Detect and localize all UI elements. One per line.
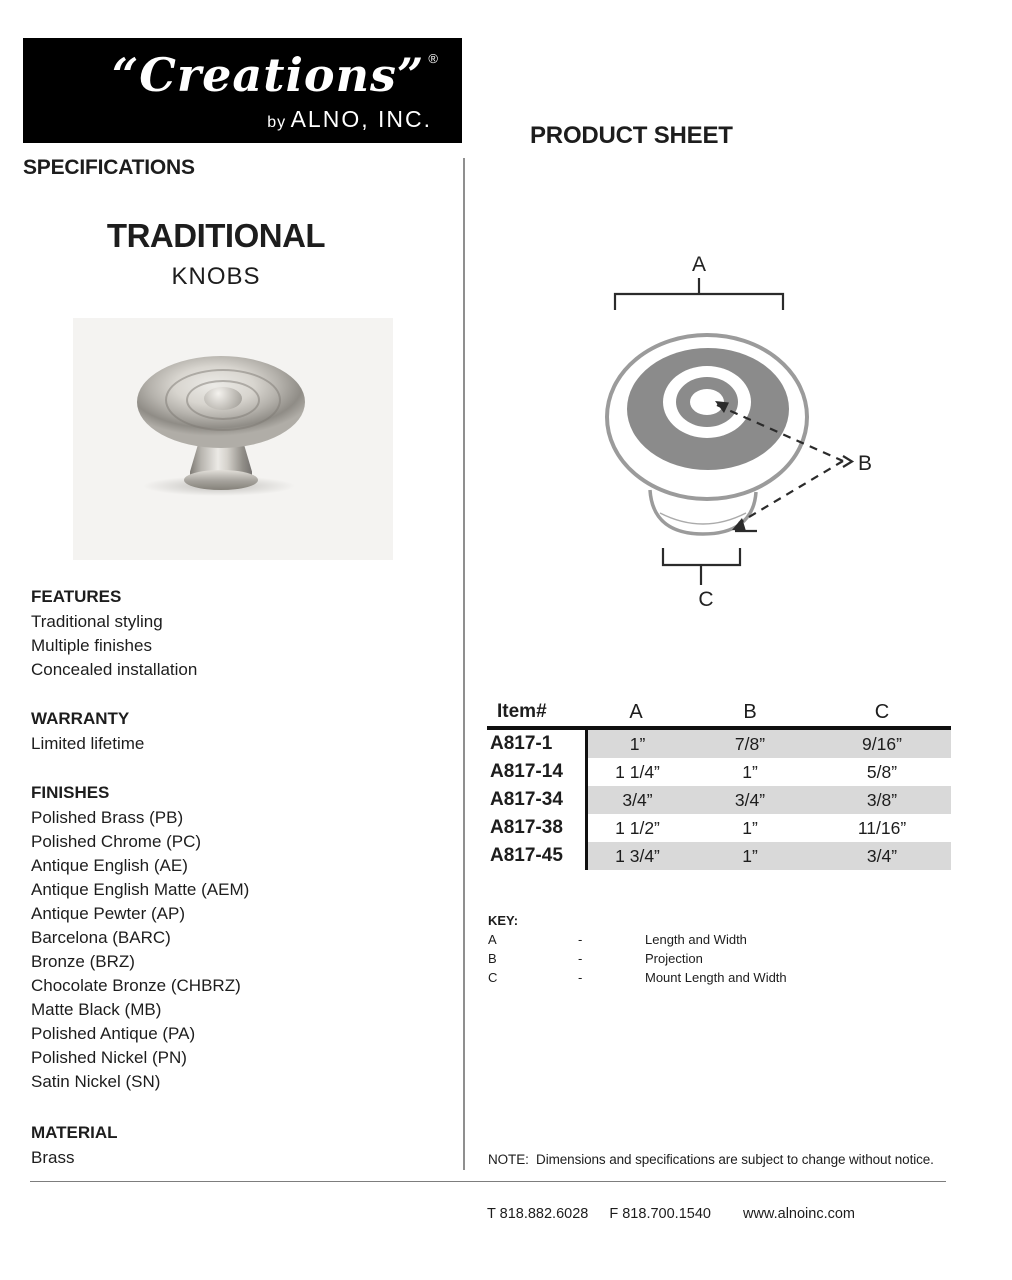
knob-base [184, 470, 258, 490]
cell-dim-b: 1” [742, 818, 758, 838]
finish-item: Antique Pewter (AP) [31, 904, 186, 923]
footer-contact [487, 1206, 855, 1222]
table-row [487, 758, 951, 786]
byline-by: by [267, 114, 287, 131]
cell-dim-c: 3/8” [813, 786, 951, 814]
finish-item: Polished Chrome (PC) [31, 832, 202, 851]
finish-item: Antique English (AE) [31, 856, 188, 875]
cell-dim-c: 11/16” [857, 818, 907, 838]
cell-dim-c: 5/8” [866, 762, 898, 782]
key-separator: - [578, 951, 583, 966]
cell-dim-a: 1” [585, 730, 687, 758]
size-table-body [487, 730, 951, 870]
cell-item-number: A817-45 [490, 845, 563, 866]
dimension-key [488, 912, 948, 987]
key-entries [488, 930, 948, 987]
key-separator: - [578, 932, 583, 947]
dimension-diagram [555, 250, 985, 615]
specifications-label: SPECIFICATIONS [23, 156, 195, 179]
cell-dim-a: 1 3/4” [585, 842, 687, 870]
warranty-heading: WARRANTY [31, 709, 130, 728]
feature-item: Concealed installation [31, 660, 198, 679]
footer-fax: F 818.700.1540 [609, 1206, 711, 1222]
size-table-header [487, 700, 951, 730]
finish-item: Polished Antique (PA) [31, 1024, 196, 1043]
key-separator: - [578, 970, 583, 985]
table-row [487, 786, 951, 814]
material-text: Brass [31, 1148, 75, 1167]
cell-dim-a: 1 1/2” [585, 814, 687, 842]
features-heading: FEATURES [31, 587, 122, 606]
feature-item: Multiple finishes [31, 636, 152, 655]
finishes-heading: FINISHES [31, 783, 110, 802]
key-description: Length and Width [645, 932, 747, 947]
cell-dim-c: 9/16” [813, 730, 951, 758]
table-row [487, 814, 951, 842]
key-row [488, 949, 948, 968]
dimension-c-bracket [663, 548, 740, 565]
dimension-a-label: A [691, 253, 707, 276]
cell-dim-b: 7/8” [687, 730, 813, 758]
key-description: Projection [645, 951, 703, 966]
cell-dim-a: 3/4” [585, 786, 687, 814]
knob-center-boss [204, 387, 242, 410]
brand-script-text: “Creations” [111, 48, 425, 102]
key-heading: KEY: [488, 913, 519, 928]
brand-logo [23, 38, 462, 143]
finish-item: Barcelona (BARC) [31, 928, 171, 947]
finishes-list [31, 806, 451, 1094]
table-row [487, 730, 951, 758]
brand-name [112, 48, 438, 102]
finish-item: Antique English Matte (AEM) [31, 880, 250, 899]
product-subtitle: KNOBS [171, 263, 261, 290]
product-sheet-label: PRODUCT SHEET [530, 122, 733, 149]
key-letter: C [488, 970, 498, 985]
dimension-c-label: C [698, 588, 714, 611]
byline-company: ALNO, INC. [290, 106, 432, 132]
cell-item-number: A817-38 [490, 817, 563, 838]
feature-item: Traditional styling [31, 612, 163, 631]
size-table [487, 700, 951, 870]
column-divider [463, 158, 465, 1170]
cell-dim-c: 3/4” [813, 842, 951, 870]
table-row [487, 842, 951, 870]
footer-phone: T 818.882.6028 [487, 1206, 589, 1222]
knob-cap [137, 356, 305, 448]
key-row [488, 930, 948, 949]
features-list [31, 610, 451, 682]
key-description: Mount Length and Width [645, 970, 787, 985]
dimension-b-chevron [843, 456, 852, 467]
product-title: TRADITIONAL [106, 217, 326, 254]
material-heading: MATERIAL [31, 1123, 118, 1142]
cell-dim-b: 3/4” [687, 786, 813, 814]
footer-website-link[interactable]: www.alnoinc.com [742, 1206, 855, 1222]
finish-item: Satin Nickel (SN) [31, 1072, 161, 1091]
finish-item: Matte Black (MB) [31, 1000, 162, 1019]
cell-item-number: A817-34 [490, 789, 563, 810]
cell-dim-b: 1” [687, 842, 813, 870]
cell-item-number: A817-1 [490, 733, 553, 754]
dimension-a-bracket [615, 294, 783, 310]
registered-mark: ® [428, 51, 438, 66]
finish-item: Polished Brass (PB) [31, 808, 184, 827]
finish-item: Polished Nickel (PN) [31, 1048, 187, 1067]
key-letter: A [488, 932, 497, 947]
col-header-b: B [743, 701, 757, 723]
disclaimer-note: NOTE: Dimensions and specifications are subject to change without notice. [488, 1152, 934, 1167]
cell-dim-a: 1 1/4” [585, 758, 687, 786]
specs-column [31, 584, 451, 1170]
cell-dim-b: 1” [742, 762, 758, 782]
col-header-c: C [874, 701, 890, 723]
footer-rule [30, 1181, 946, 1182]
brand-byline [267, 106, 432, 133]
warranty-text: Limited lifetime [31, 734, 145, 753]
finish-item: Chocolate Bronze (CHBRZ) [31, 976, 241, 995]
col-header-item: Item# [497, 701, 547, 722]
col-header-a: A [629, 701, 643, 723]
dimension-b-label: B [858, 452, 873, 475]
finish-item: Bronze (BRZ) [31, 952, 135, 971]
product-photo [73, 318, 393, 560]
key-row [488, 968, 948, 987]
cell-item-number: A817-14 [490, 761, 563, 782]
key-letter: B [488, 951, 497, 966]
